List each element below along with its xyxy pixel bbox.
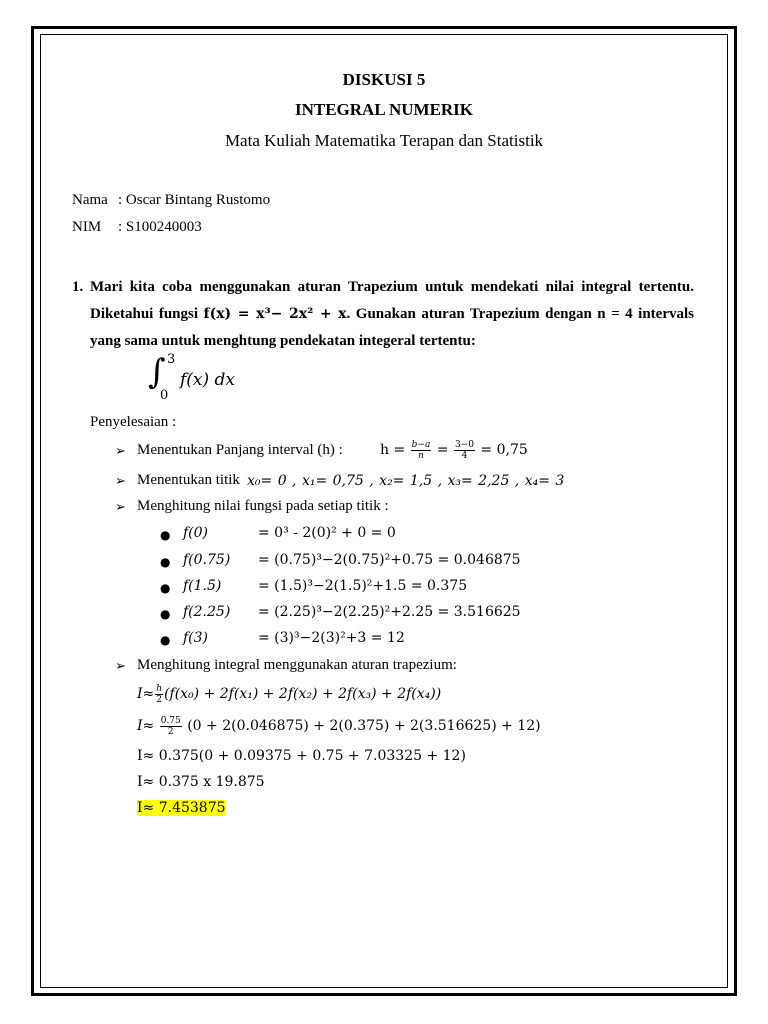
trapezium-line-1 (137, 680, 441, 708)
step1-h: h = (380, 442, 406, 458)
t2-frac-num: 0.75 (160, 715, 181, 726)
arrow-icon: ➢ (115, 474, 126, 489)
trapezium-line-2 (137, 712, 541, 740)
step3-label: Menghitung nilai fungsi pada setiap titik : (137, 498, 389, 514)
doc-title: DISKUSI 5 (342, 70, 426, 89)
point-x0: x₀= 0 , (247, 473, 297, 489)
step1-frac2-den: 4 (461, 450, 468, 461)
final-answer-highlight: I≈ 7.453875 (137, 800, 226, 816)
eval-lhs: f(1.5) (183, 578, 222, 594)
integral-upper-limit: 3 (167, 352, 176, 367)
question-block (72, 274, 694, 355)
integrand: f(x) dx (180, 370, 236, 390)
step1-frac1-num: b−a (411, 439, 431, 450)
t1-frac-num: h (156, 683, 163, 694)
eval-rhs: = (1.5)³−2(1.5)²+1.5 = 0.375 (258, 578, 468, 594)
step1-frac1 (411, 440, 432, 461)
nim-label: NIM (72, 219, 102, 235)
name-label: Nama (72, 192, 108, 208)
nim-value: : S100240003 (118, 219, 202, 235)
t1-frac (155, 684, 163, 705)
t1-frac-den: 2 (156, 694, 163, 705)
t2-frac (160, 716, 182, 737)
bullet-icon: ● (160, 607, 171, 621)
step1-frac2-num: 3−0 (454, 439, 474, 450)
question-function: f(x) = x³− 2x² + x (203, 306, 347, 322)
step1-result: = 0,75 (480, 442, 528, 458)
step2-points (247, 473, 564, 489)
eval-rhs: = (2.25)³−2(2.25)²+2.25 = 3.516625 (258, 604, 521, 620)
step1-formula (380, 436, 528, 464)
point-x1: x₁= 0,75 , (301, 473, 374, 489)
doc-subtitle: INTEGRAL NUMERIK (294, 100, 474, 119)
t1-rest: (f(x₀) + 2f(x₁) + 2f(x₂) + 2f(x₃) + 2f(x₄)) (164, 686, 442, 702)
step1-frac1-den: n (418, 450, 424, 461)
eval-lhs: f(2.25) (183, 604, 231, 620)
trapezium-line-4: I≈ 0.375 x 19.875 (137, 774, 265, 790)
arrow-icon: ➢ (115, 500, 126, 515)
bullet-icon: ● (160, 633, 171, 647)
step1-frac2 (454, 440, 475, 461)
question-text-a: Mari kita coba menggunakan aturan Trapezium untuk mendekati nilai integral tertentu. Diketahui fungsi (90, 279, 694, 322)
name-value: : Oscar Bintang Rustomo (118, 192, 271, 208)
eval-lhs: f(3) (183, 630, 209, 646)
point-x4: x₄= 3 (524, 473, 565, 489)
final-answer (137, 800, 226, 816)
eval-rhs: = (3)³−2(3)²+3 = 12 (258, 630, 405, 646)
step2-label: Menentukan titik (137, 472, 240, 488)
step1-eq: = (436, 442, 449, 458)
arrow-icon: ➢ (115, 444, 126, 459)
solution-label: Penyelesaian : (90, 414, 177, 430)
t2-rest: (0 + 2(0.046875) + 2(0.375) + 2(3.516625) + 12) (187, 718, 541, 734)
integral-lower-limit: 0 (160, 388, 169, 403)
t1-prefix: I≈ (137, 686, 155, 702)
eval-lhs: f(0.75) (183, 552, 231, 568)
bullet-icon: ● (160, 528, 171, 542)
t2-prefix: I≈ (137, 718, 155, 734)
eval-lhs: f(0) (183, 525, 209, 541)
step4-label: Menghitung integral menggunakan aturan trapezium: (137, 657, 457, 673)
question-number: 1. (72, 279, 84, 295)
eval-rhs: = 0³ - 2(0)² + 0 = 0 (258, 525, 396, 541)
integral-sign: ∫ (148, 352, 166, 392)
arrow-icon: ➢ (115, 659, 126, 674)
question-text-b: . Gunakan aturan Trapezium dengan n = 4 intervals yang sama untuk menghtung pendekatan integeral tertentu: (90, 306, 694, 349)
bullet-icon: ● (160, 555, 171, 569)
point-x2: x₂= 1,5 , (379, 473, 443, 489)
point-x3: x₃= 2,25 , (447, 473, 520, 489)
step1-label: Menentukan Panjang interval (h) : (137, 442, 343, 458)
t2-frac-den: 2 (167, 726, 174, 737)
bullet-icon: ● (160, 581, 171, 595)
eval-rhs: = (0.75)³−2(0.75)²+0.75 = 0.046875 (258, 552, 521, 568)
trapezium-line-3: I≈ 0.375(0 + 0.09375 + 0.75 + 7.03325 + 12) (137, 748, 466, 764)
course-name: Mata Kuliah Matematika Terapan dan Statistik (224, 131, 544, 150)
